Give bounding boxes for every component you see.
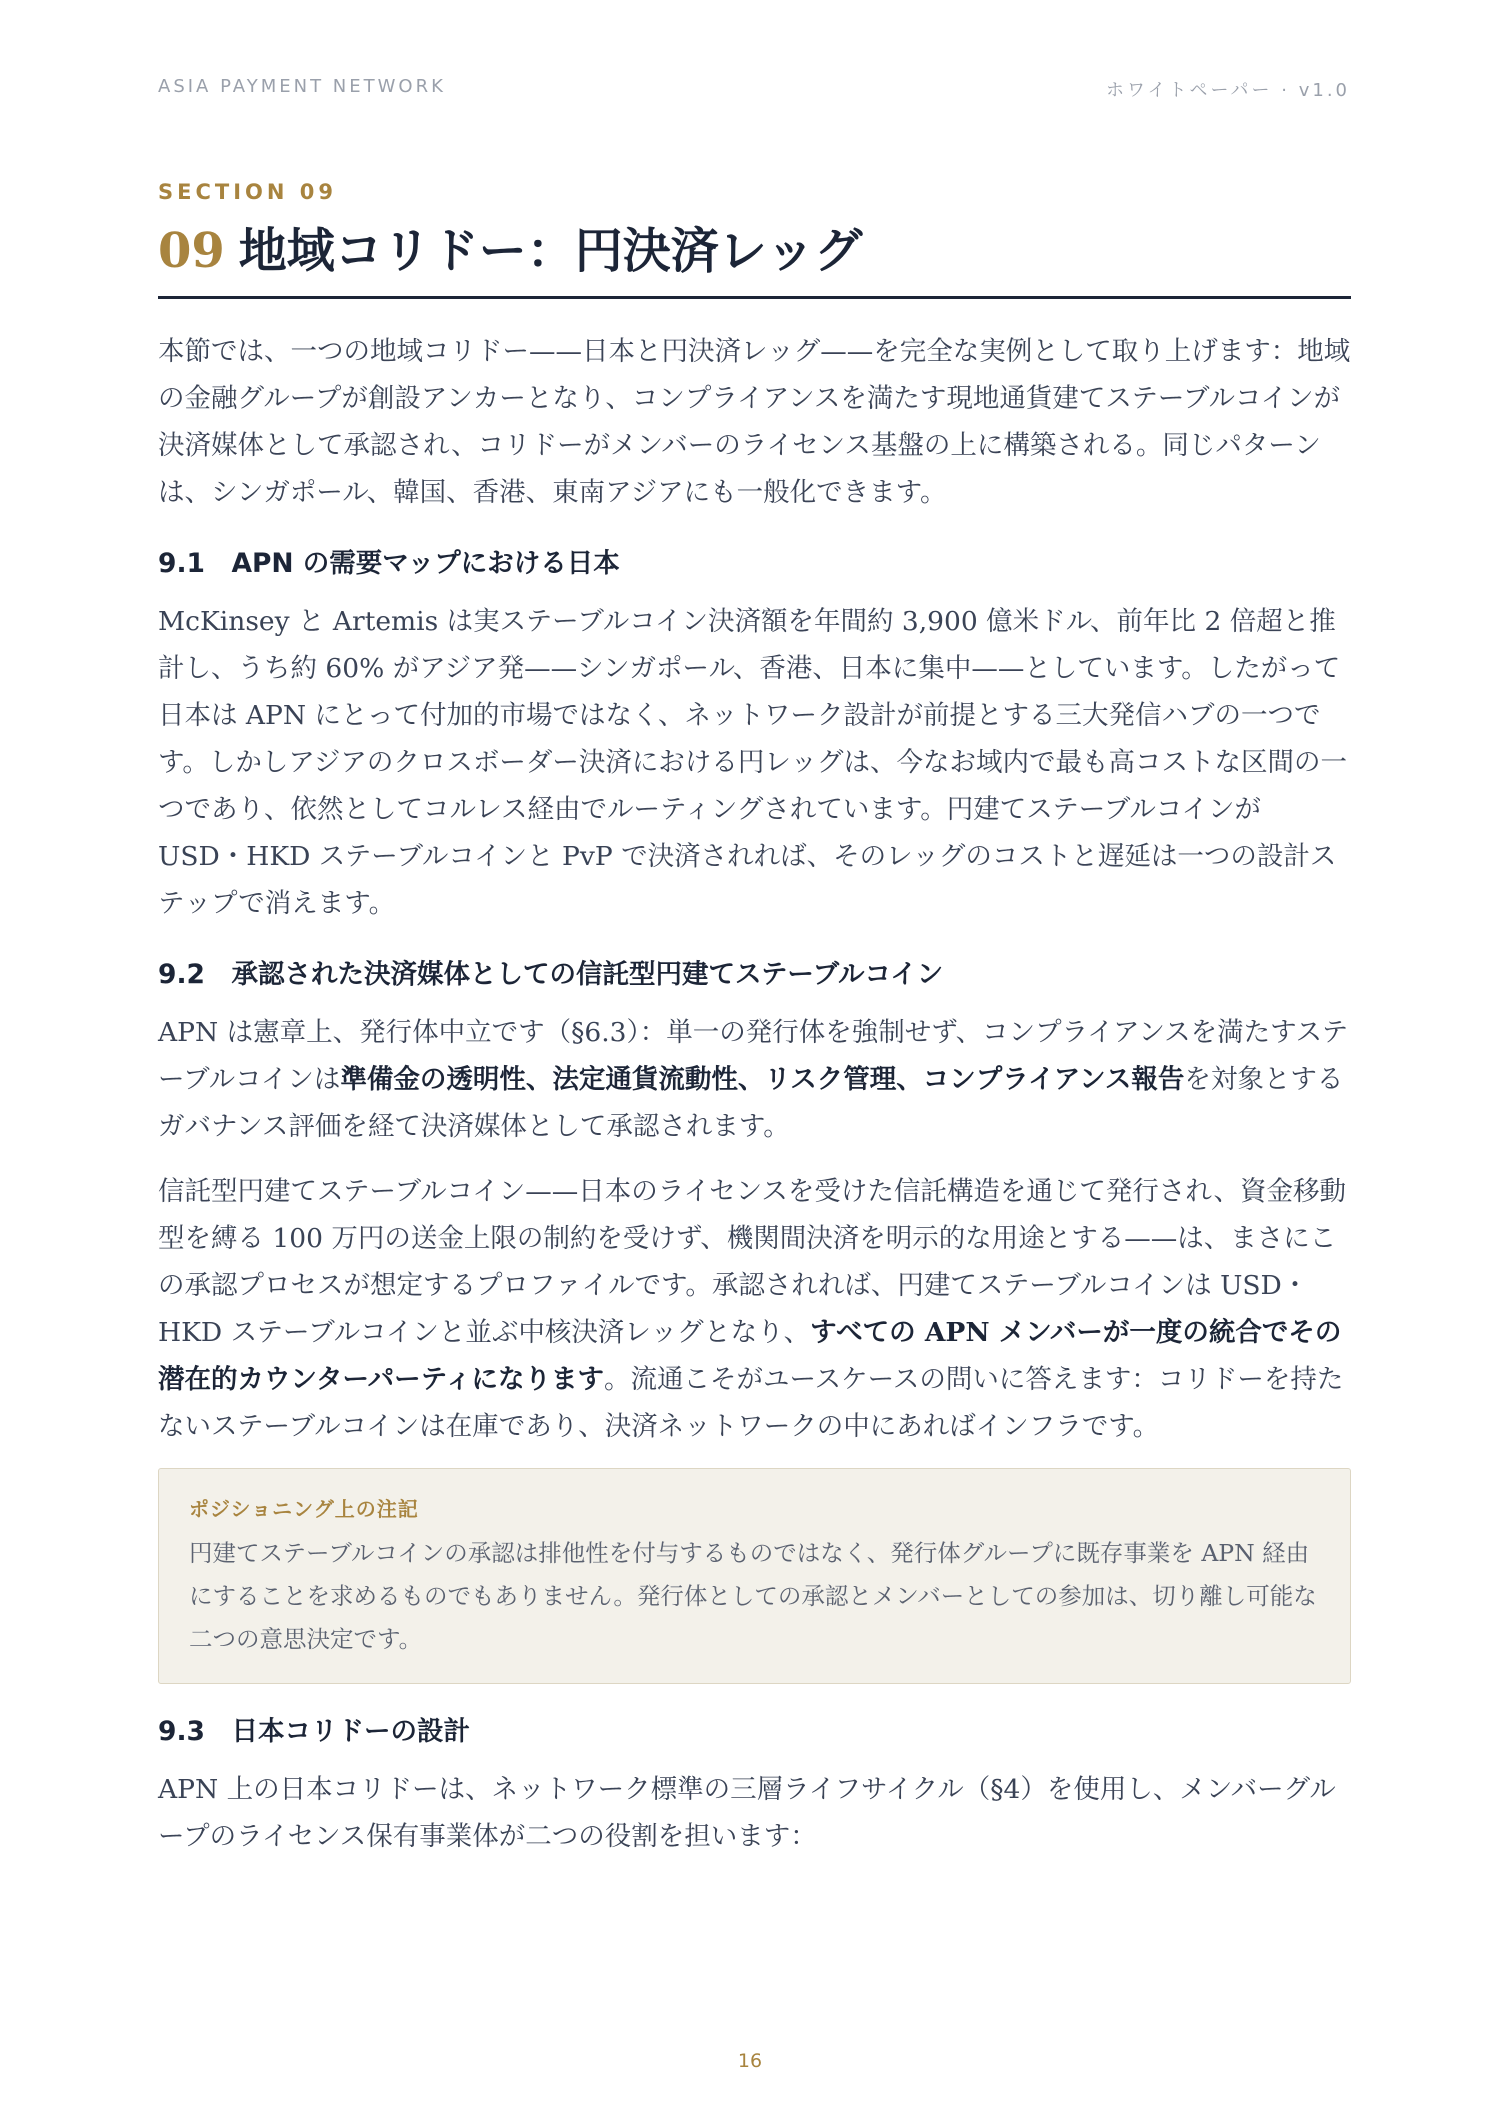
bold-emphasis: すべての APN メンバーが一度の統合でその潜在的カウンターパーティになります: [158, 1317, 1342, 1395]
running-header: [158, 76, 1350, 102]
header-doc-version: ホワイトペーパー · v1.0: [1105, 80, 1350, 101]
paragraph-9-3: APN 上の日本コリドーは、ネットワーク標準の三層ライフサイクル（§4）を使用し、メンバーグループのライセンス保有事業体が二つの役割を担います：: [158, 1774, 1336, 1852]
section-title-text: 地域コリドー：円決済レッグ: [238, 223, 863, 279]
section-title: [158, 220, 1351, 299]
note-text: 円建てステーブルコインの承認は排他性を付与するものではなく、発行体グループに既存事業を APN 経由にすることを求めるものでもありません。発行体としての承認とメンバーとしての参加は、切り離し可能な二つの意思決定です。: [189, 1539, 1317, 1653]
section-label: SECTION 09: [158, 180, 337, 204]
intro-paragraph: 本節では、一つの地域コリドー——日本と円決済レッグ——を完全な実例として取り上げます：地域の金融グループが創設アンカーとなり、コンプライアンスを満たす現地通貨建てステーブルコインが決済媒体として承認され、コリドーがメンバーのライセンス基盤の上に構築される。同じパターンは、シンガポール、韓国、香港、東南アジアにも一般化できます。: [158, 336, 1351, 508]
text-run: を対象とするガバナンス評価を経て決済媒体として承認されます。: [158, 1064, 1344, 1142]
subsection-heading-9-2: 9.2 承認された決済媒体としての信託型円建てステーブルコイン: [158, 959, 944, 990]
text-run: APN は憲章上、発行体中立です（§6.3）：単一の発行体を強制せず、コンプライアンスを満たすステーブルコインは: [158, 1017, 1349, 1095]
section-body: [158, 328, 1351, 1878]
paragraph-9-2-b: [158, 1168, 1351, 1450]
section-number: 09: [158, 223, 225, 279]
positioning-note-box: [158, 1468, 1351, 1684]
note-title: ポジショニング上の注記: [189, 1497, 419, 1521]
text-run: 。流通こそがユースケースの問いに答えます：コリドーを持たないステーブルコインは在庫であり、決済ネットワークの中にあればインフラです。: [158, 1364, 1344, 1442]
text-run: 信託型円建てステーブルコイン——日本のライセンスを受けた信託構造を通じて発行され、資金移動型を縛る 100 万円の送金上限の制約を受けず、機関間決済を明示的な用途とする——は、まさにこの承認プロセスが想定するプロファイルです。承認されれば、円建てステーブルコインは USD・HKD ステーブルコインと並ぶ中核決済レッグとなり、: [158, 1176, 1346, 1348]
paragraph-9-1: McKinsey と Artemis は実ステーブルコイン決済額を年間約 3,900 億米ドル、前年比 2 倍超と推計し、うち約 60% がアジア発——シンガポール、香港、日本に集中——としています。したがって日本は APN にとって付加的市場ではなく、ネットワーク設計が前提とする三大発信ハブの一つです。しかしアジアのクロスボーダー決済における円レッグは、今なお域内で最も高コストな区間の一つであり、依然としてコルレス経由でルーティングされています。円建てステーブルコインが USD・HKD ステーブルコインと PvP で決済されれば、そのレッグのコストと遅延は一つの設計ステップで消えます。: [158, 606, 1348, 919]
header-org-name: ASIA PAYMENT NETWORK: [158, 76, 446, 97]
paragraph-9-2-a: [158, 1009, 1351, 1150]
page-number: 16: [737, 2050, 763, 2072]
bold-criteria: 準備金の透明性、法定通貨流動性、リスク管理、コンプライアンス報告: [340, 1064, 1185, 1095]
subsection-heading-9-1: 9.1 APN の需要マップにおける日本: [158, 548, 620, 579]
subsection-heading-9-3: 9.3 日本コリドーの設計: [158, 1716, 470, 1747]
